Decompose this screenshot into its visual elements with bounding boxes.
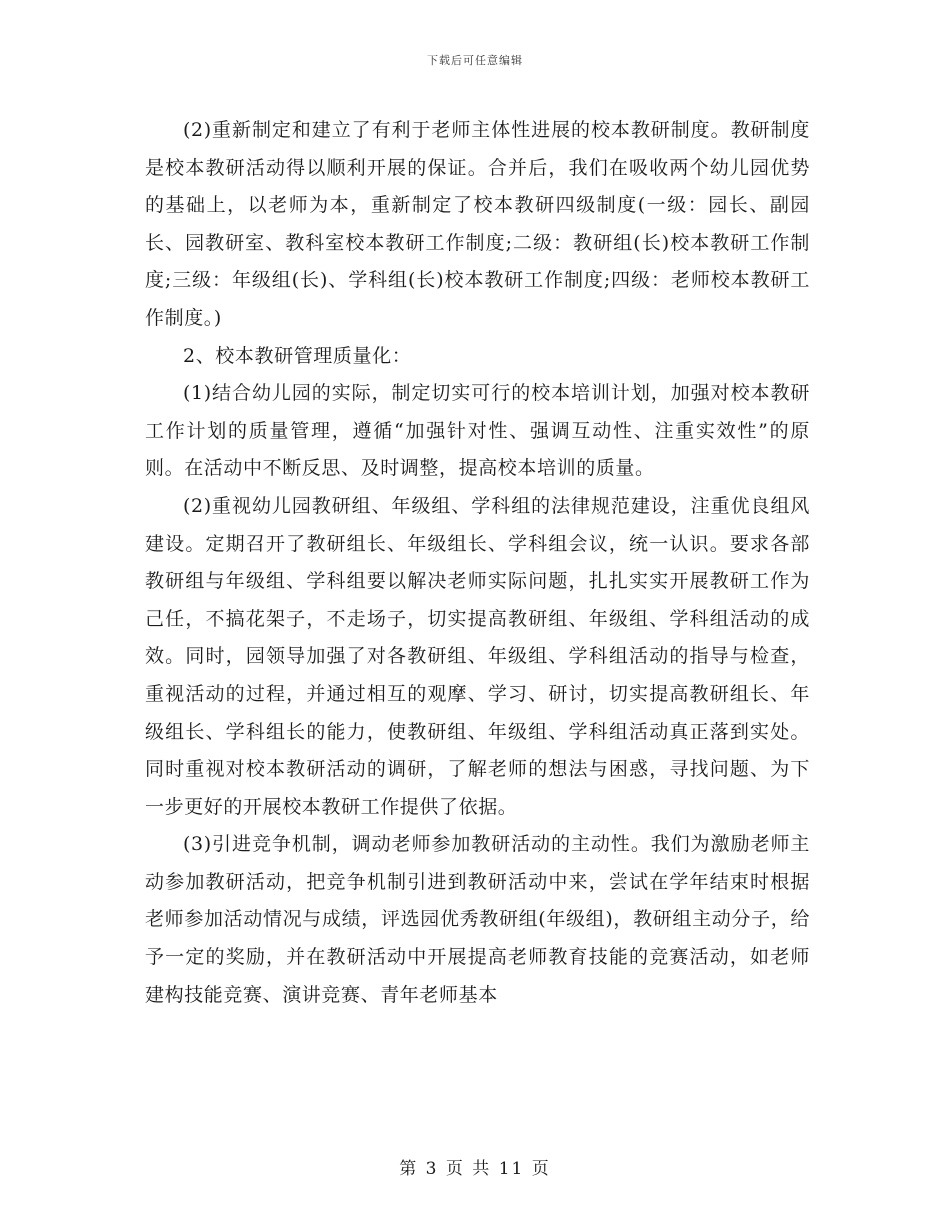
paragraph-training-plan: (1)结合幼儿园的实际，制定切实可行的校本培训计划，加强对校本教研工作计划的质量管理，遵循“加强针对性、强调互动性、注重实效性”的原则。在活动中不断反思、及时调整，提高校本培训的质量。	[145, 382, 810, 480]
section-heading-quality-management: 2、校本教研管理质量化：	[183, 344, 412, 367]
page-header: 下载后可任意编辑	[427, 54, 523, 67]
paragraph-group-construction: (2)重视幼儿园教研组、年级组、学科组的法律规范建设，注重优良组风建设。定期召开了教研组长、年级组长、学科组会议，统一认识。要求各部教研组与年级组、学科组要以解决老师实际问题，扎扎实实开展教研工作为己任，不搞花架子，不走场子，切实提高教研组、年级组、学科组活动的成效。同时，园领导加强了对各教研组、年级组、学科组活动的指导与检查，重视活动的过程，并通过相互的观摩、学习、研讨，切实提高教研组长、年级组长、学科组长的能力，使教研组、年级组、学科组活动真正落到实处。同时重视对校本教研活动的调研，了解老师的想法与困惑，寻找问题、为下一步更好的开展校本教研工作提供了依据。	[145, 494, 810, 818]
document-body	[145, 112, 810, 1014]
page-number: 第 3 页 共 11 页	[399, 1159, 551, 1179]
paragraph-teaching-research-system: (2)重新制定和建立了有利于老师主体性进展的校本教研制度。教研制度是校本教研活动得以顺利开展的保证。合并后，我们在吸收两个幼儿园优势的基础上，以老师为本，重新制定了校本教研四级制度(一级：园长、副园长、园教研室、教科室校本教研工作制度;二级：教研组(长)校本教研工作制度;三级：年级组(长)、学科组(长)校本教研工作制度;四级：老师校本教研工作制度。)	[145, 119, 810, 329]
paragraph-competition-mechanism: (3)引进竞争机制，调动老师参加教研活动的主动性。我们为激励老师主动参加教研活动，把竞争机制引进到教研活动中来，尝试在学年结束时根据老师参加活动情况与成绩，评选园优秀教研组(年级组)，教研组主动分子，给予一定的奖励，并在教研活动中开展提高老师教育技能的竞赛活动，如老师建构技能竞赛、演讲竞赛、青年老师基本	[145, 833, 810, 1006]
